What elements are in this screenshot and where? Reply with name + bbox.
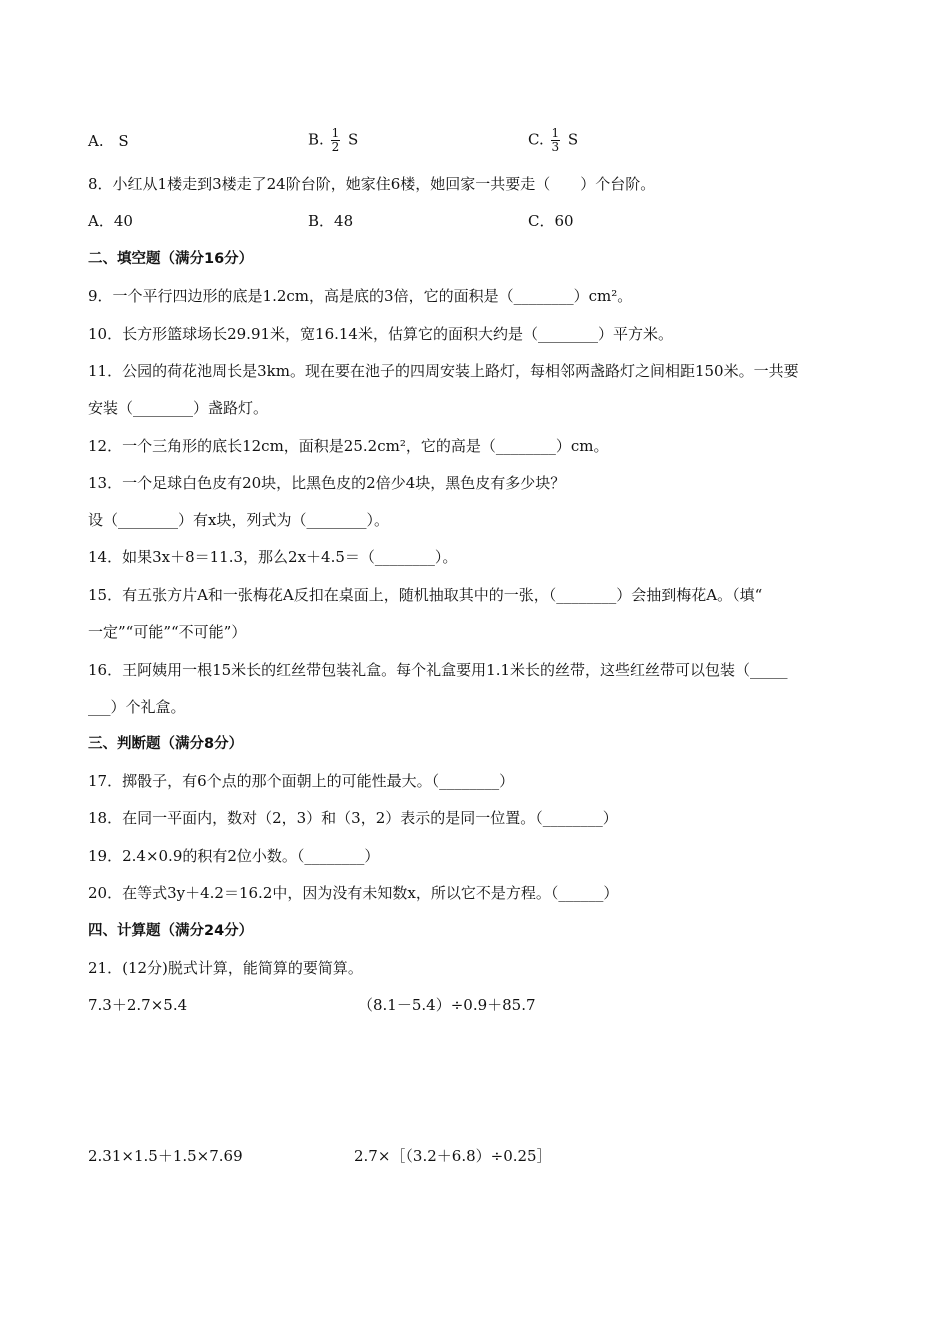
q7-option-a xyxy=(88,131,129,151)
question-21: 21．(12分)脱式计算，能简算的要简算。 xyxy=(88,959,363,977)
q8-option-c: C．60 xyxy=(528,212,574,230)
question-8: 8．小红从1楼走到3楼走了24阶台阶，她家住6楼，她回家一共要走（ ）个台阶。 xyxy=(88,175,656,193)
question-15-line-2: 一定”“可能”“不可能”） xyxy=(88,623,247,641)
fraction-one-third xyxy=(551,127,561,154)
question-10: 10．长方形篮球场长29.91米，宽16.14米，估算它的面积大约是（________）平方米。 xyxy=(88,325,673,343)
option-label: C. xyxy=(528,130,544,149)
question-18: 18．在同一平面内，数对（2，3）和（3，2）表示的是同一位置。（________） xyxy=(88,809,618,827)
question-13-line-2: 设（________）有x块，列式为（________）。 xyxy=(88,511,389,529)
question-17: 17．掷骰子，有6个点的那个面朝上的可能性最大。（________） xyxy=(88,772,515,790)
section-heading-fill-in: 二、填空题（满分16分） xyxy=(88,251,254,267)
question-9: 9．一个平行四边形的底是1.2cm，高是底的3倍，它的面积是（________）cm²。 xyxy=(88,287,633,305)
option-value: S xyxy=(118,132,129,150)
question-11-line-1: 11．公园的荷花池周长是3km。现在要在池子的四周安装上路灯，每相邻两盏路灯之间相距150米。一共要 xyxy=(88,362,799,380)
q7-option-c xyxy=(528,127,578,154)
fraction-denominator: 2 xyxy=(331,140,340,154)
fraction-denominator: 3 xyxy=(551,140,560,154)
option-label: B. xyxy=(308,130,324,149)
calc-expression-1: 7.3＋2.7×5.4 xyxy=(88,996,188,1014)
fraction-one-half xyxy=(331,127,341,154)
fraction-numerator: 1 xyxy=(551,126,560,140)
question-16-line-2: ___）个礼盒。 xyxy=(88,698,186,716)
option-unit: S xyxy=(567,130,579,149)
fraction-numerator: 1 xyxy=(331,126,340,140)
section-heading-true-false: 三、判断题（满分8分） xyxy=(88,736,244,752)
calc-expression-3: 2.31×1.5＋1.5×7.69 xyxy=(88,1147,243,1165)
question-20: 20．在等式3y＋4.2＝16.2中，因为没有未知数x，所以它不是方程。（______） xyxy=(88,884,619,902)
question-16-line-1: 16．王阿姨用一根15米长的红丝带包装礼盒。每个礼盒要用1.1米长的丝带，这些红丝带可以包装（_____ xyxy=(88,661,788,679)
calc-expression-2: （8.1－5.4）÷0.9＋85.7 xyxy=(358,996,536,1014)
section-heading-calculation: 四、计算题（满分24分） xyxy=(88,923,254,939)
q8-option-b: B．48 xyxy=(308,212,354,230)
question-11-line-2: 安装（________）盏路灯。 xyxy=(88,399,269,417)
question-12: 12．一个三角形的底长12cm，面积是25.2cm²，它的高是（________）cm。 xyxy=(88,437,609,455)
question-19: 19．2.4×0.9的积有2位小数。（________） xyxy=(88,847,380,865)
option-unit: S xyxy=(348,130,359,149)
q7-option-b xyxy=(308,127,358,154)
q8-option-a: A．40 xyxy=(88,212,133,230)
option-label: A. xyxy=(88,132,104,150)
calc-expression-4: 2.7×［（3.2＋6.8）÷0.25］ xyxy=(354,1147,552,1165)
question-15-line-1: 15．有五张方片A和一张梅花A反扣在桌面上，随机抽取其中的一张，（________）会抽到梅花A。（填“ xyxy=(88,586,763,604)
question-13-line-1: 13．一个足球白色皮有20块，比黑色皮的2倍少4块，黑色皮有多少块？ xyxy=(88,474,566,492)
question-14: 14．如果3x＋8＝11.3，那么2x＋4.5＝（________）。 xyxy=(88,548,458,566)
